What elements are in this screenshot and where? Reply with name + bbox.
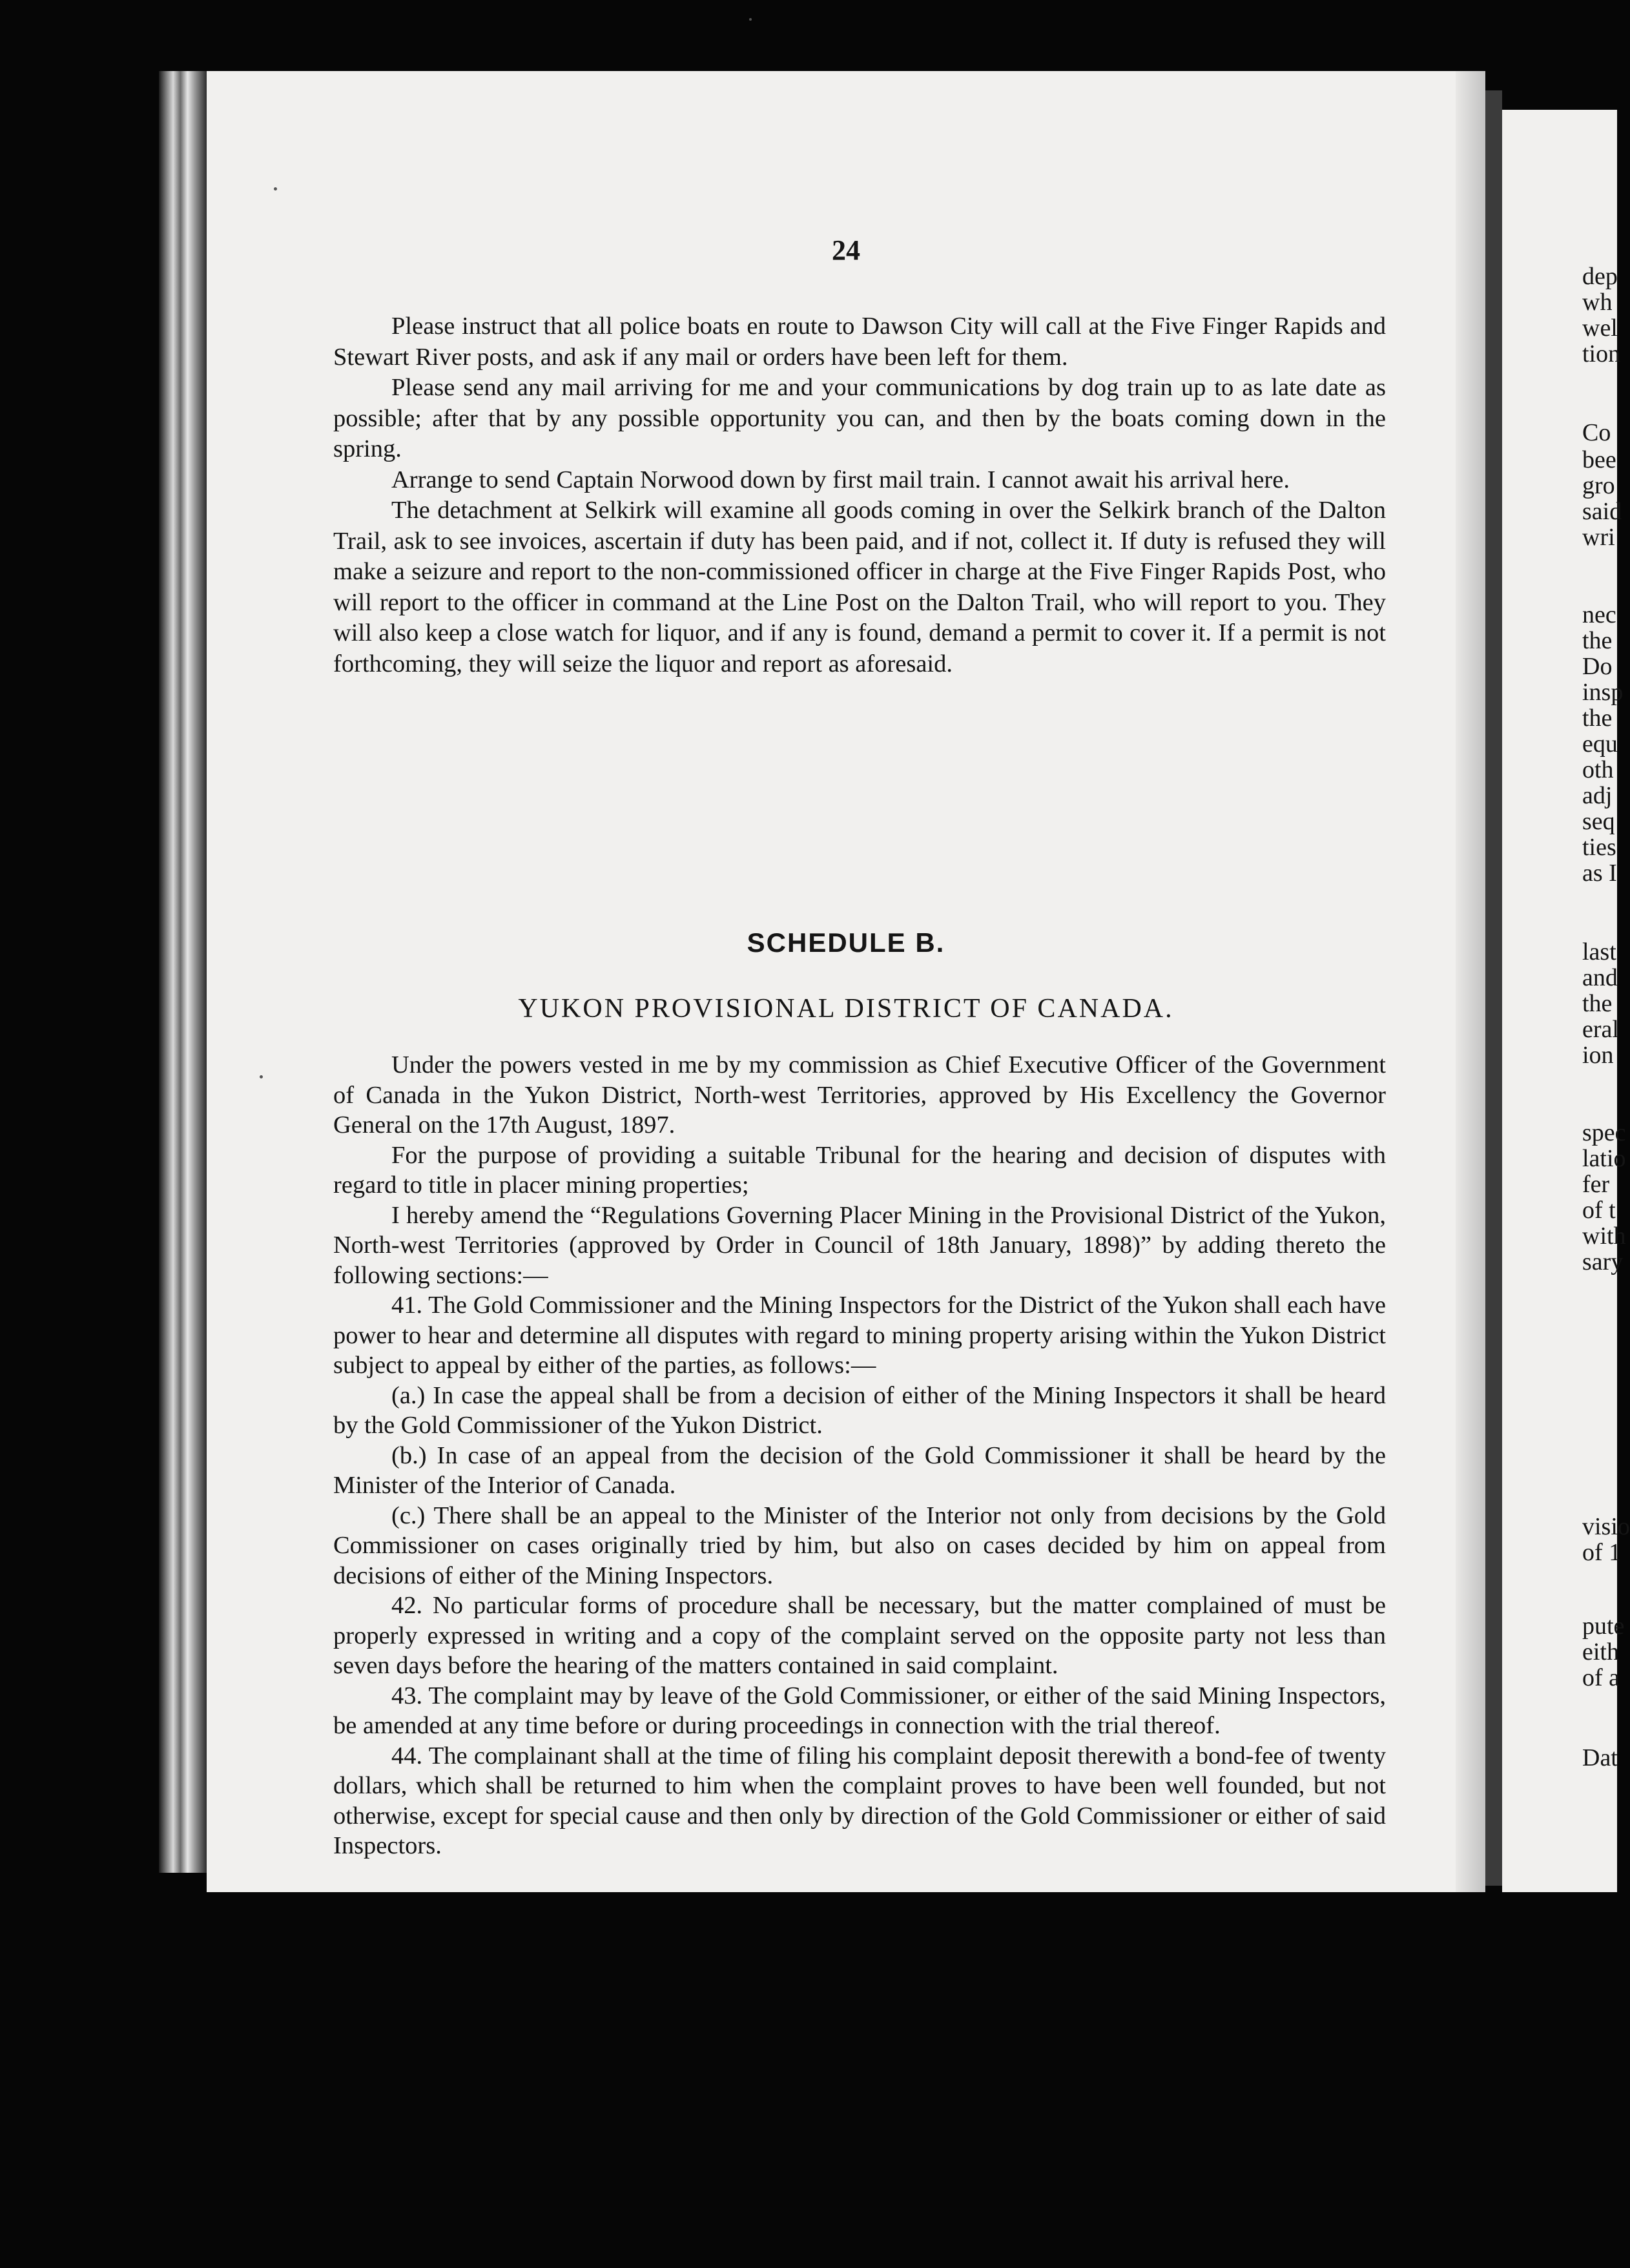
facing-page-line-fragment: latio (1582, 1145, 1626, 1172)
facing-page-line-fragment: and (1582, 964, 1618, 991)
facing-page-line-fragment: said (1582, 498, 1622, 525)
facing-page-fragment (1502, 110, 1630, 1892)
facing-page-line-fragment: bee (1582, 446, 1616, 473)
facing-page-line-fragment: pute (1582, 1613, 1625, 1640)
district-heading: YUKON PROVISIONAL DISTRICT OF CANADA. (518, 994, 1174, 1024)
facing-page-line-fragment: tion (1582, 340, 1621, 367)
page-gutter-shadow (1456, 71, 1485, 1892)
page-number: 24 (832, 234, 860, 266)
section-41-a: (a.) In case the appeal shall be from a decision of either of the Mining Inspectors it shall be heard by the Gold Commissioner of the Yukon District. (333, 1381, 1386, 1439)
facing-page-line-fragment: fer (1582, 1171, 1610, 1198)
facing-page-line-fragment: dep (1582, 263, 1618, 290)
facing-page-line-fragment: oth (1582, 756, 1614, 783)
facing-page-line-fragment: equ (1582, 730, 1618, 758)
facing-page-line-fragment: ion (1582, 1042, 1614, 1069)
facing-page-line-fragment: visio (1582, 1513, 1630, 1540)
facing-page-line-fragment: adj (1582, 782, 1613, 809)
scanned-page (207, 71, 1485, 1892)
facing-page-line-fragment: Dat (1582, 1744, 1618, 1771)
schedule-paragraph: For the purpose of providing a suitable Tribunal for the hearing and decision of disputes with regard to title in placer mining properties; (333, 1141, 1386, 1199)
facing-page-line-fragment: wel (1582, 314, 1618, 342)
scan-speck (260, 1075, 263, 1078)
section-44: 44. The complainant shall at the time of filing his complaint deposit therewith a bond-fee of twenty dollars, which shall be returned to him when the complaint proves to have been well founded, but not otherwise, except for special cause and then only by direction of the Gold Commissioner or either of said Inspectors. (333, 1742, 1386, 1859)
facing-page-line-fragment: of 1 (1582, 1539, 1622, 1566)
facing-page-line-fragment: spec (1582, 1119, 1626, 1146)
facing-page-line-fragment: as I (1582, 860, 1617, 887)
facing-page-line-fragment: the (1582, 627, 1613, 654)
section-41-c: (c.) There shall be an appeal to the Minister of the Interior not only from decisions by the Gold Commissioner on cases originally tried by him, but also on cases decided by him on appeal from decisions of either of the Mining Inspectors. (333, 1501, 1386, 1589)
facing-page-line-fragment: sary (1582, 1248, 1624, 1275)
facing-page-line-fragment: last (1582, 938, 1616, 965)
facing-page-line-fragment: Co (1582, 419, 1611, 446)
intro-paragraph: Please instruct that all police boats en route to Dawson City will call at the Five Finger Rapids and Stewart River posts, and ask if any mail or orders have been left for them. (333, 313, 1386, 371)
section-41: 41. The Gold Commissioner and the Mining Inspectors for the District of the Yukon shall each have power to hear and determine all disputes with regard to mining property arising within the Yukon District subject to appeal by either of the parties, as follows:— (333, 1292, 1386, 1379)
facing-page-line-fragment: Do (1582, 653, 1613, 680)
intro-paragraph: Arrange to send Captain Norwood down by first mail train. I cannot await his arrival here. (391, 466, 1290, 493)
facing-page-line-fragment: nec (1582, 601, 1616, 628)
section-42: 42. No particular forms of procedure shall be necessary, but the matter complained of must be properly expressed in writing and a copy of the complaint served on the opposite party not less than seven days before the hearing of the matters contained in said complaint. (333, 1592, 1386, 1679)
facing-page-line-fragment: of t (1582, 1197, 1616, 1224)
facing-page-line-fragment: the (1582, 990, 1613, 1017)
facing-page-line-fragment: of a (1582, 1664, 1620, 1691)
facing-page-line-fragment: eith (1582, 1638, 1619, 1665)
intro-text-block (333, 311, 1386, 679)
section-43: 43. The complaint may by leave of the Gold Commissioner, or either of the said Mining Inspectors, be amended at any time before or during proceedings in connection with the trial thereof. (333, 1682, 1386, 1739)
scan-speck (274, 187, 277, 191)
facing-page-line-fragment: eral (1582, 1016, 1619, 1043)
facing-page-line-fragment: gro (1582, 472, 1615, 499)
book-spine-left (159, 71, 207, 1873)
facing-page-line-fragment: the (1582, 705, 1613, 732)
facing-page-line-fragment: wri (1582, 524, 1615, 551)
schedule-paragraph: I hereby amend the “Regulations Governing Placer Mining in the Provisional District of the Yukon, North-west Territories (approved by Order in Council of 18th January, 1898)” by adding thereto the following sections:— (333, 1201, 1386, 1289)
facing-page-line-fragment: wh (1582, 289, 1613, 316)
book-edge-right (1485, 90, 1502, 1886)
schedule-text-block (333, 1050, 1386, 1861)
facing-page-line-fragment: insp (1582, 679, 1624, 706)
facing-page-line-fragment: seq (1582, 808, 1615, 835)
intro-paragraph: Please send any mail arriving for me and your communications by dog train up to as late date as possible; after that by any possible opportunity you can, and then by the boats coming down in the spring. (333, 374, 1386, 462)
scan-speck (749, 18, 752, 21)
facing-page-line-fragment: with (1582, 1222, 1626, 1250)
schedule-heading: SCHEDULE B. (747, 927, 945, 958)
section-41-b: (b.) In case of an appeal from the decision of the Gold Commissioner it shall be heard by the Minister of the Interior of Canada. (333, 1441, 1386, 1499)
schedule-paragraph: Under the powers vested in me by my commission as Chief Executive Officer of the Government of Canada in the Yukon District, North-west Territories, approved by His Excellency the Governor General on the 17th August, 1897. (333, 1051, 1386, 1139)
intro-paragraph: The detachment at Selkirk will examine all goods coming in over the Selkirk branch of the Dalton Trail, ask to see invoices, ascertain if duty has been paid, and if not, collect it. If duty is refused they will make a seizure and report to the non-commissioned officer in charge at the Five Finger Rapids Post, who will report to the officer in command at the Line Post on the Dalton Trail, who will report to you. They will also keep a close watch for liquor, and if any is found, demand a permit to cover it. If a permit is not forthcoming, they will seize the liquor and report as aforesaid. (333, 497, 1386, 677)
facing-page-line-fragment: ties (1582, 834, 1616, 861)
